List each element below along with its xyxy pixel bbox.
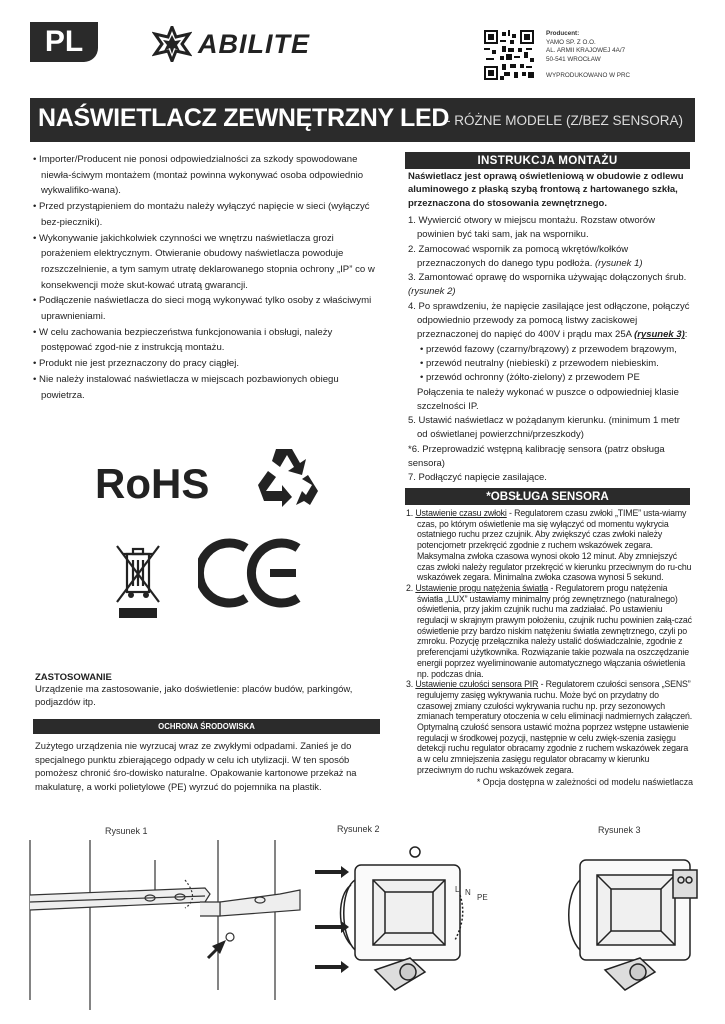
item-text: - Regulatorem czułości sensora „SENS” regulujemy zasięg wykrywania ruchu. Może być on przydatny do czasowej zmiany czułości wykrywania ruchu np. przy sezonowych zmianach temperatury otoczenia w celu eliminacji nadmiernych załączeń. Optymalną czułość sensora ustawić można poprzez wstępne ustawienie regulacji w środkowej pozycji, następnie w celu zwięk-szenia zasięgu detekcji ruchu regulator obracamy zgodnie z ruchem wskazówek zegara a w celu zmniejszenia zasięgu regulator obracamy w kierunku przeciwnym do ruchu wskazówek zegara. — [417, 679, 693, 775]
weee-bin-icon — [113, 540, 163, 622]
floodlight-icon — [315, 840, 495, 1015]
producer-label: Producent: — [546, 30, 580, 37]
list-item: • W celu zachowania bezpieczeństwa funkcjonowania i obsługi, należy postępować zgod-nie z instrukcją montażu. — [33, 326, 333, 354]
list-item: • Nie należy instalować naświetlacza w miejscach pozbawionych obiegu powietrza. — [33, 373, 339, 401]
sensor-heading: *OBSŁUGA SENSORA — [405, 488, 690, 505]
warnings-list — [33, 152, 378, 403]
environment-heading: OCHRONA ŚRODOWISKA — [33, 719, 380, 734]
figure-caption: Rysunek 2 — [337, 824, 380, 834]
environment-text: Zużytego urządzenia nie wyrzucaj wraz ze zwykłymi odpadami. Zanieś je do specjalnego punktu zbierającego odpady w celu ich utylizacji. W ten sposób pomożesz chronić śro-dowisko naturalne. Opakowanie kartonowe przekaż na makulaturę, a worki polietylowe (PE) wyrzuć do pojemnika na plastik. — [35, 740, 357, 792]
installation-steps — [408, 214, 690, 486]
figure-ref: (rysunek 2) — [408, 286, 456, 298]
page-subtitle: - RÓŻNE MODELE (Z/BEZ SENSORA) — [446, 113, 684, 128]
figure-ref: (rysunek 3) — [634, 329, 685, 341]
made-in: WYPRODUKOWANO W PRC — [546, 72, 631, 80]
list-item: 3. Ustawienie czułości sensora PIR - Regulatorem czułości sensora „SENS” regulujemy zasięg wykrywania ruchu. Może być on przydatny do czasowej zmiany czułości wykrywania ruchu np. przy sezonowych zmianach temperatury otoczenia w celu eliminacji nadmiernych załączeń. Optymalną czułość sensora ustawić można poprzez wstępne ustawienie regulacji w środkowej pozycji, następnie w celu zwięk-szenia zasięgu detekcji ruchu regulator obracamy zgodnie z ruchem wskazówek zegara a w celu zmniejszenia zasięgu regulator obracamy w kierunku przeciwnym do ruchu wskazówek zegara. — [406, 679, 693, 775]
list-item: • Podłączenie naświetlacza do sieci mogą wykonywać tylko osoby z właściwymi uprawnieniami. — [33, 295, 372, 323]
list-item: 4. Po sprawdzeniu, że napięcie zasilające jest odłączone, połączyć odpowiednio przewody za pomocą listwy zaciskowej przeznaczonej do napięć do 400V i prądu max 25A (rysunek 3): — [408, 300, 690, 341]
wire-label-l: L — [455, 885, 460, 894]
sensor-list — [406, 508, 693, 776]
language-badge: PL — [30, 22, 98, 62]
list-item: *6. Przeprowadzić wstępną kalibrację sensora (patrz obsługa sensora) — [408, 443, 665, 470]
list-item: • przewód neutralny (niebieski) z przewodem niebieskim. — [420, 357, 659, 369]
installation-heading: INSTRUKCJA MONTAŻU — [405, 152, 690, 169]
list-item: 2. Ustawienie progu natężenia światła - Regulatorem progu natężenia światła „LUX” ustawiamy minimalny próg zewnętrznego (naturalnego) oświetlenia, przy jakim czujnik ruchu ma zadziałać. Po ustawieniu regulacji w skrajnym prawym położeniu, czujnik ruchu powinien załą-czać oświetlenie przy bardzo niskim natężeniu światła zewnętrznego, czyli po zmroku. Pozycję przełącznika należy ustalić doświadczalnie, zgodnie z preferencjami użytkownika. Rozwiązanie takie pozwala na oszczędzanie energii poprzez wyeliminowanie automatycznego włączania oświetlenia np. podczas dnia. — [406, 582, 692, 679]
step-text: 2. Zamocować wspornik za pomocą wkrętów/kołków przeznaczonych do danego typu podłoża. — [408, 243, 629, 269]
item-label: Ustawienie czasu zwłoki — [415, 508, 507, 518]
list-item: • Wykonywanie jakichkolwiek czynności we wnętrzu naświetlacza grozi porażeniem elektrycznym. Otwieranie obudowy naświetlacza powoduje rozszczelnienie, a tym samym utratę deklarowanego stopnia ochrony „IP” co w konsekwencji może skut-kować utratą gwarancji. — [33, 232, 375, 291]
ce-mark-icon — [198, 538, 308, 608]
figure-caption: Rysunek 3 — [598, 825, 641, 835]
figure-3-drawing — [555, 840, 715, 1015]
list-item: • przewód fazowy (czarny/brązowy) z przewodem brązowym, — [420, 343, 677, 355]
producer-line: AL. ARMII KRAJOWEJ 4A/7 — [546, 47, 626, 55]
producer-line: 50-541 WROCŁAW — [546, 55, 601, 63]
list-item: • Importer/Producent nie ponosi odpowiedzialności za szkody spowodowane niewła-ściwym montażem (montaż powinna wykonywać osoba odpowiednio wykwalifiko-wana). — [33, 154, 364, 197]
list-item: • Produkt nie jest przeznaczony do pracy ciągłej. — [33, 358, 239, 370]
producer-line: YAMO SP. Z O.O. — [546, 38, 596, 46]
star-logo-icon — [152, 26, 192, 62]
sensor-note: * Opcja dostępna w zależności od modelu naświetlacza — [476, 777, 693, 787]
item-label: Ustawienie progu natężenia światła — [415, 582, 549, 593]
list-item: 5. Ustawić naświetlacz w pożądanym kierunku. (minimum 1 metr od oświetlanej powierzchni/przeszkody) — [408, 415, 680, 441]
list-item: 7. Podłączyć napięcie zasilające. — [408, 472, 547, 484]
wire-label-pe: PE — [477, 893, 488, 902]
brand-name: ABILITE — [198, 28, 310, 59]
figure-caption: Rysunek 1 — [105, 826, 148, 836]
list-item: 1. Wywiercić otwory w miejscu montażu. Rozstaw otworów powinien być taki sam, jak na wsporniku. — [408, 215, 655, 241]
application-text: Urządzenie ma zastosowanie, jako doświetlenie: placów budów, parkingów, podjazdów itp. — [35, 684, 353, 708]
item-label: Ustawienie czułości sensora PIR — [415, 679, 539, 690]
page-title: NAŚWIETLACZ ZEWNĘTRZNY LED — [38, 104, 450, 132]
producer-info — [546, 30, 630, 81]
list-item — [408, 243, 690, 272]
list-item: 3. Zamontować oprawę do wspornika używając dołączonych śrub. — [408, 272, 687, 284]
installation-intro: Naświetlacz jest oprawą oświetleniową w obudowie z odlewu aluminowego z płaską szybą frontową z hartowanego szkła, przeznaczona do stosowania zewnętrznego. — [408, 171, 684, 209]
list-item: • Przed przystąpieniem do montażu należy wyłączyć napięcie w sieci (wyłączyć bez-pieczniki). — [33, 201, 370, 228]
rohs-mark: RoHS — [95, 460, 210, 507]
item-text: - Regulatorem czasu zwłoki „TIME” usta-wiamy czas, po którym oświetlenie ma się wyłączyć od momentu wykrycia ostatniego ruchu przez czujnik. Aby zwiększyć czas zwłoki należy potencjometr przekręcić zgodnie z ruchem wskazówek zegara. Maksymalna zwłoka czasowa wynosi około 12 minut. Aby zmniejszyć czas zwłoki należy regulator przekręcić w kierunku przeciwnym do ru-chu wskazówek zegara. Minimalna zwłoka czasowa wynosi 5 sekund. — [417, 508, 692, 583]
wire-label-n: N — [465, 888, 471, 897]
list-item: • przewód ochronny (żółto-zielony) z przewodem PE — [420, 372, 640, 384]
figure-1-drawing — [20, 840, 230, 1010]
recycle-icon — [252, 445, 324, 511]
brand-logo — [152, 26, 310, 62]
step-text: 4. Po sprawdzeniu, że napięcie zasilające jest odłączone, połączyć odpowiednio przewody za pomocą listwy zaciskowej przeznaczonej do napięć do 400V i prądu max 25A — [408, 300, 690, 341]
figure-ref: (rysunek 1) — [595, 257, 643, 269]
item-text: - Regulatorem progu natężenia światła „LUX” ustawiamy minimalny próg zewnętrznego (naturalnego) oświetlenia, przy jakim czujnik ruchu ma zadziałać. Po ustawieniu regulacji w skrajnym prawym położeniu, czujnik ruchu powinien załą-czać oświetlenie przy bardzo niskim natężeniu światła zewnętrznego, czyli po zmroku. Pozycję przełącznika należy ustalić doświadczalnie, zgodnie z preferencjami użytkownika. Rozwiązanie takie pozwala na oszczędzanie energii poprzez wyeliminowanie automatycznego włączania oświetlenia np. podczas dnia. — [417, 582, 692, 679]
qr-code-icon — [484, 30, 534, 80]
wires-note: Połączenia te należy wykonać w puszce o odpowiedniej klasie szczelności IP. — [417, 386, 679, 412]
list-item: 1. Ustawienie czasu zwłoki - Regulatorem czasu zwłoki „TIME” usta-wiamy czas, po którym oświetlenie ma się wyłączyć od momentu wykrycia ostatniego ruchu przez czujnik. Aby zwiększyć czas zwłoki należy potencjometr przekręcić zgodnie z ruchem wskazówek zegara. Maksymalna zwłoka czasowa wynosi około 12 minut. Aby zmniejszyć czas zwłoki należy regulator przekręcić w kierunku przeciwnym do ru-chu wskazówek zegara. Minimalna zwłoka czasowa wynosi 5 sekund. — [406, 508, 692, 583]
application-heading: ZASTOSOWANIE — [35, 672, 112, 683]
